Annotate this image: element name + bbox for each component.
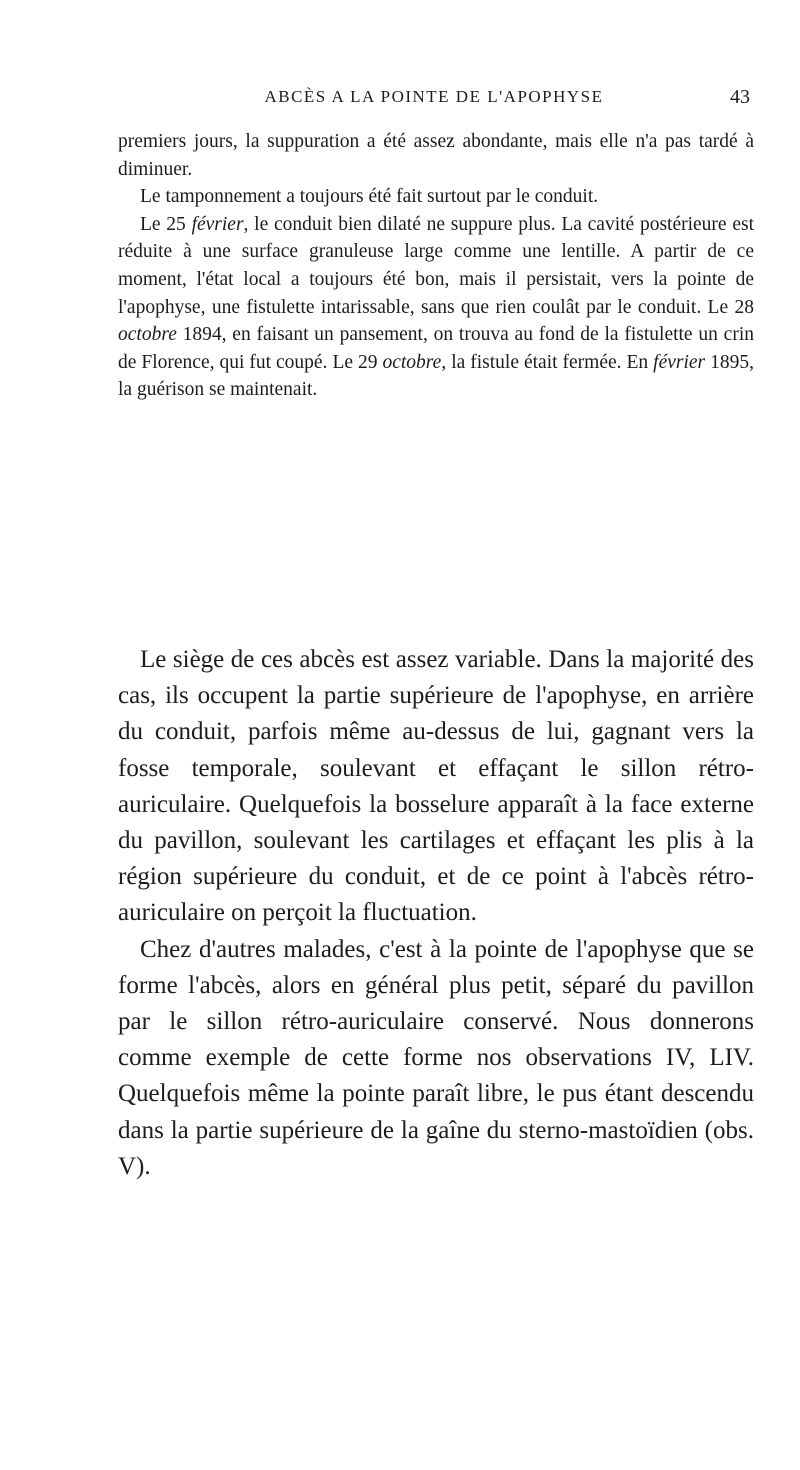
paragraph-evolution [118, 211, 754, 404]
paragraph-suppuration: premiers jours, la suppuration a été assez abondante, mais elle n'a pas tardé à diminuer. [118, 131, 754, 180]
date-month: février [653, 351, 706, 373]
text-run: , la fistule était fermée. En [441, 351, 654, 373]
paragraph-tamponnement: Le tamponnement a toujours été fait surtout par le conduit. [140, 186, 599, 208]
page-header [118, 82, 750, 112]
date-month: octobre [382, 351, 442, 373]
paragraph-pointe: Chez d'autres malades, c'est à la pointe de l'apophyse que se forme l'abcès, alors en général plus petit, séparé du pavillon par le sillon rétro-auriculaire conservé. Nous donnerons comme exemple de cette forme nos observations IV, LIV. Quelquefois même la pointe paraît libre, le pus étant descendu dans la partie supérieure de la gaîne du sterno-mastoïdien (obs. V). [118, 935, 754, 1180]
text-run: Le 25 [140, 213, 192, 235]
observation-text [118, 128, 754, 404]
text-run: 1895, la guérison se maintenait. [118, 351, 754, 401]
main-text [118, 642, 754, 1185]
date-month: février [191, 213, 244, 235]
paragraph-siege: Le siège de ces abcès est assez variable. Dans la majorité des cas, ils occupent la partie supérieure de l'apophyse, en arrière du conduit, parfois même au-dessus de lui, gagnant vers la fosse temporale, soulevant et effaçant le sillon rétro-auriculaire. Quelquefois la bosselure apparaît à la face externe du pavillon, soulevant les cartilages et effaçant les plis à la région supérieure du conduit, et de ce point à l'abcès rétro-auriculaire on perçoit la fluctuation. [118, 646, 754, 927]
running-title: ABCÈS A LA POINTE DE L'APOPHYSE [264, 87, 604, 106]
text-run: 1894, en faisant un pansement, on trouva au fond de la fistulette un crin de Florence, qui fut coupé. Le 29 [118, 324, 754, 373]
text-run: , le conduit bien dilaté ne suppure plus. La cavité postérieure est réduite à une surface granuleuse large comme une lentille. A partir de ce moment, l'état local a toujours été bon, mais il persistait, vers la pointe de l'apophyse, une fistulette intarissable, sans que rien coulât par le conduit. Le 28 [118, 213, 754, 318]
page-number: 43 [730, 86, 750, 108]
date-month: octobre [118, 324, 177, 346]
